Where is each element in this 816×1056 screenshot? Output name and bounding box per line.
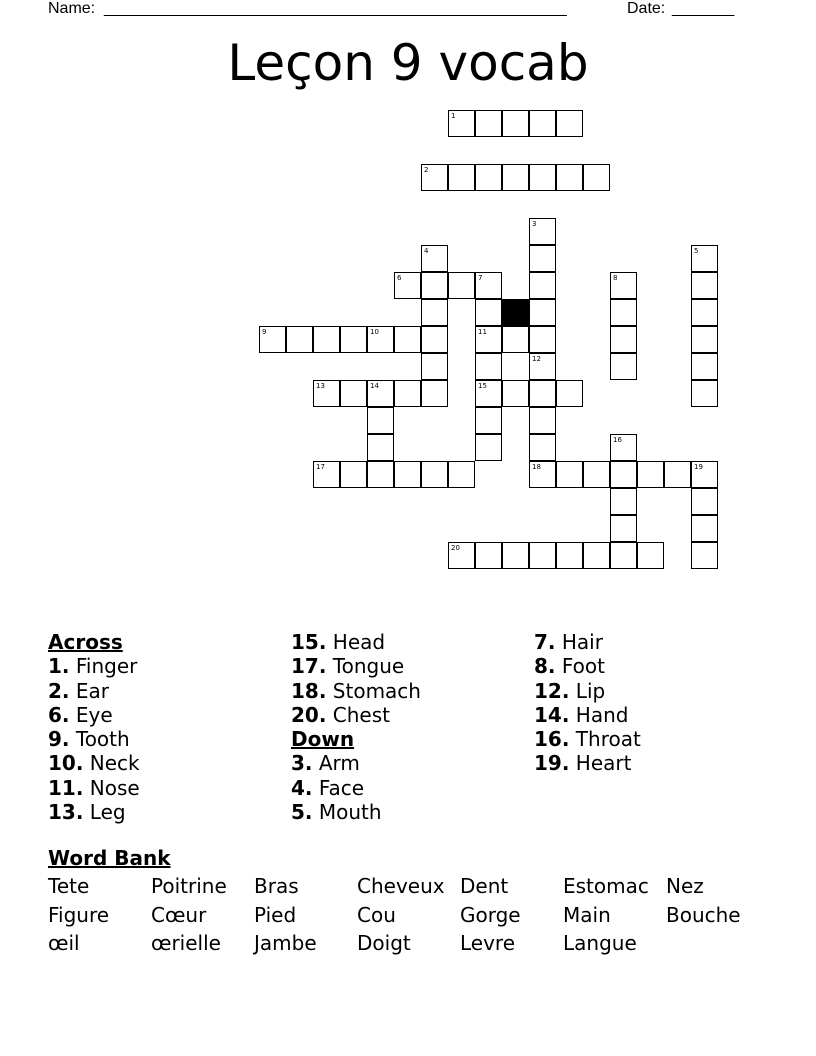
clue-number: 13 (316, 382, 325, 390)
grid-cell[interactable] (475, 380, 502, 407)
clue-number: 11. (48, 775, 84, 800)
clue-text: Head (326, 630, 386, 654)
down-clue (534, 703, 641, 727)
clue-number: 20 (451, 544, 460, 552)
grid-cell[interactable] (691, 326, 718, 353)
grid-cell[interactable] (529, 164, 556, 191)
word-bank-item: Levre (460, 931, 516, 955)
word-bank-item: œil (48, 931, 80, 955)
grid-cell[interactable] (448, 461, 475, 488)
grid-cell[interactable] (475, 299, 502, 326)
grid-cell[interactable] (394, 380, 421, 407)
clue-number: 1 (451, 112, 456, 120)
word-bank-title: Word Bank (48, 846, 171, 870)
grid-cell[interactable] (421, 245, 448, 272)
clue-number: 3. (291, 751, 313, 776)
clue-number: 2 (424, 166, 429, 174)
grid-cell[interactable] (475, 110, 502, 137)
grid-cell[interactable] (556, 110, 583, 137)
grid-cell[interactable] (421, 461, 448, 488)
grid-cell[interactable] (421, 164, 448, 191)
grid-cell[interactable] (691, 542, 718, 569)
grid-cell[interactable] (475, 353, 502, 380)
clue-number: 17. (291, 654, 327, 679)
across-heading: Across (48, 630, 123, 654)
clue-text: Leg (83, 800, 126, 825)
word-bank-item: Cheveux (357, 874, 445, 898)
grid-cell[interactable] (394, 461, 421, 488)
grid-cell[interactable] (664, 461, 691, 488)
clue-text: Face (312, 775, 365, 800)
grid-cell[interactable] (637, 461, 664, 488)
grid-cell[interactable] (421, 272, 448, 299)
across-clue (291, 703, 421, 727)
clue-number: 10. (48, 751, 84, 776)
grid-cell[interactable] (610, 326, 637, 353)
clue-number: 13. (48, 800, 84, 825)
clue-number: 2. (48, 678, 70, 703)
grid-cell[interactable] (448, 542, 475, 569)
clue-number: 18 (532, 463, 541, 471)
clue-text: Finger (69, 654, 138, 679)
grid-cell[interactable] (367, 434, 394, 461)
down-clue (534, 751, 641, 775)
clue-number: 17 (316, 463, 325, 471)
clue-text: Nose (83, 775, 140, 800)
grid-cell[interactable] (448, 110, 475, 137)
clue-number: 10 (370, 328, 379, 336)
date-line: _______ (672, 0, 735, 17)
grid-cell[interactable] (691, 380, 718, 407)
across-clue (48, 776, 140, 800)
clue-number: 16. (534, 727, 570, 752)
clue-number: 16 (613, 436, 622, 444)
word-bank-item: Cœur (151, 902, 207, 927)
down-clue (534, 630, 641, 654)
clue-text: Tooth (69, 727, 130, 752)
clue-text: Eye (69, 702, 113, 727)
word-bank-item: Poitrine (151, 874, 227, 898)
clues-column-3 (534, 630, 641, 776)
grid-cell[interactable] (691, 353, 718, 380)
grid-cell[interactable] (529, 353, 556, 380)
clue-text: Stomach (326, 678, 421, 703)
clue-number: 1. (48, 654, 70, 679)
clue-text: Throat (569, 727, 641, 752)
grid-cell[interactable] (475, 272, 502, 299)
clue-text: Mouth (312, 800, 382, 825)
grid-cell[interactable] (529, 407, 556, 434)
word-bank-item: Gorge (460, 902, 521, 927)
clue-number: 12 (532, 355, 541, 363)
word-bank-item: Figure (48, 902, 110, 927)
grid-cell[interactable] (475, 434, 502, 461)
down-clue (291, 776, 421, 800)
grid-cell[interactable] (394, 326, 421, 353)
word-bank-item: Pied (254, 902, 297, 927)
name-line: ____________________________________________________ (104, 0, 567, 17)
across-clue (48, 751, 140, 775)
grid-cell[interactable] (529, 110, 556, 137)
grid-cell[interactable] (529, 218, 556, 245)
grid-cell[interactable] (610, 434, 637, 461)
grid-cell[interactable] (448, 164, 475, 191)
grid-cell[interactable] (529, 272, 556, 299)
down-clue (534, 654, 641, 678)
grid-cell[interactable] (610, 272, 637, 299)
clue-text: Chest (326, 702, 391, 727)
word-bank-item: Tete (48, 874, 90, 898)
grid-cell[interactable] (421, 353, 448, 380)
grid-cell[interactable] (529, 434, 556, 461)
grid-cell[interactable] (313, 461, 340, 488)
grid-cell[interactable] (340, 380, 367, 407)
grid-cell[interactable] (556, 461, 583, 488)
page-title: Leçon 9 vocab (227, 34, 589, 92)
clue-number: 4. (291, 775, 313, 800)
across-clue (291, 679, 421, 703)
clue-text: Hair (555, 630, 603, 654)
word-bank-item: Bouche (666, 902, 741, 927)
grid-cell[interactable] (475, 407, 502, 434)
down-clue (534, 679, 641, 703)
grid-cell[interactable] (259, 326, 286, 353)
grid-cell[interactable] (610, 461, 637, 488)
across-clue (48, 679, 140, 703)
clue-number: 12. (534, 678, 570, 703)
grid-cell[interactable] (583, 164, 610, 191)
grid-cell[interactable] (610, 299, 637, 326)
grid-cell[interactable] (502, 542, 529, 569)
clue-number: 6. (48, 702, 70, 727)
across-clue (48, 727, 140, 751)
clue-number: 14 (370, 382, 379, 390)
grid-cell[interactable] (340, 326, 367, 353)
grid-cell[interactable] (421, 326, 448, 353)
clues-column-1 (48, 630, 140, 824)
clue-text: Hand (569, 702, 629, 727)
word-bank-item: œrielle (151, 931, 221, 955)
grid-cell[interactable] (529, 542, 556, 569)
clue-number: 15 (478, 382, 487, 390)
grid-cell[interactable] (340, 461, 367, 488)
word-bank-item: Estomac (563, 874, 649, 898)
grid-cell[interactable] (556, 542, 583, 569)
grid-cell[interactable] (421, 380, 448, 407)
grid-cell[interactable] (475, 542, 502, 569)
clue-number: 20. (291, 702, 327, 727)
across-clue (48, 654, 140, 678)
grid-cell[interactable] (610, 353, 637, 380)
grid-cell[interactable] (367, 326, 394, 353)
clue-text: Tongue (326, 654, 405, 679)
grid-cell[interactable] (421, 299, 448, 326)
clue-number: 8 (613, 274, 618, 282)
grid-cell[interactable] (610, 488, 637, 515)
grid-cell[interactable] (313, 326, 340, 353)
grid-cell[interactable] (556, 164, 583, 191)
grid-cell[interactable] (286, 326, 313, 353)
clue-number: 19 (694, 463, 703, 471)
grid-cell[interactable] (529, 326, 556, 353)
clue-number: 6 (397, 274, 402, 282)
grid-cell[interactable] (529, 461, 556, 488)
grid-cell[interactable] (610, 515, 637, 542)
grid-cell[interactable] (313, 380, 340, 407)
grid-cell[interactable] (502, 380, 529, 407)
grid-cell[interactable] (691, 272, 718, 299)
grid-cell[interactable] (556, 380, 583, 407)
down-clue (534, 727, 641, 751)
clues-column-2 (291, 630, 421, 824)
grid-cell[interactable] (529, 299, 556, 326)
down-clue (291, 751, 421, 775)
clue-number: 19. (534, 751, 570, 776)
grid-cell[interactable] (502, 164, 529, 191)
clue-text: Ear (69, 678, 109, 703)
down-clue (291, 800, 421, 824)
clue-number: 9. (48, 727, 70, 752)
grid-cell[interactable] (475, 164, 502, 191)
name-label: Name: (48, 0, 96, 17)
clue-number: 3 (532, 220, 537, 228)
grid-cell[interactable] (394, 272, 421, 299)
across-clue (291, 630, 421, 654)
grid-cell[interactable] (367, 407, 394, 434)
across-clue (48, 703, 140, 727)
clue-text: Heart (569, 751, 632, 776)
word-bank-item: Bras (254, 874, 299, 898)
clue-number: 8. (534, 654, 556, 679)
grid-cell[interactable] (691, 488, 718, 515)
grid-cell[interactable] (502, 326, 529, 353)
grid-cell[interactable] (367, 461, 394, 488)
grid-cell[interactable] (367, 380, 394, 407)
word-bank-item: Dent (460, 874, 509, 898)
word-bank-item: Nez (666, 874, 704, 898)
clue-number: 14. (534, 702, 570, 727)
clue-text: Arm (312, 751, 360, 776)
grid-cell[interactable] (583, 461, 610, 488)
word-bank-item: Doigt (357, 931, 411, 955)
word-bank-item: Langue (563, 931, 637, 955)
word-bank-item: Jambe (254, 931, 317, 955)
clue-number: 7. (534, 630, 556, 654)
black-cell (502, 299, 529, 326)
grid-cell[interactable] (529, 380, 556, 407)
across-clue (291, 654, 421, 678)
down-heading: Down (291, 727, 355, 752)
grid-cell[interactable] (691, 461, 718, 488)
grid-cell[interactable] (610, 542, 637, 569)
grid-cell[interactable] (475, 326, 502, 353)
clue-number: 18. (291, 678, 327, 703)
clue-text: Neck (83, 751, 140, 776)
grid-cell[interactable] (448, 272, 475, 299)
word-bank-item: Main (563, 902, 611, 927)
clue-text: Lip (569, 678, 606, 703)
clue-number: 5. (291, 800, 313, 825)
grid-cell[interactable] (637, 542, 664, 569)
clue-number: 9 (262, 328, 267, 336)
grid-cell[interactable] (502, 110, 529, 137)
across-clue (48, 800, 140, 824)
clue-number: 11 (478, 328, 487, 336)
clue-number: 7 (478, 274, 483, 282)
grid-cell[interactable] (691, 245, 718, 272)
clue-text: Foot (555, 654, 605, 679)
word-bank-item: Cou (357, 902, 396, 927)
clue-number: 5 (694, 247, 699, 255)
grid-cell[interactable] (691, 299, 718, 326)
grid-cell[interactable] (529, 245, 556, 272)
clue-number: 15. (291, 630, 327, 654)
clue-number: 4 (424, 247, 429, 255)
grid-cell[interactable] (691, 515, 718, 542)
grid-cell[interactable] (583, 542, 610, 569)
date-label: Date: (627, 0, 666, 17)
